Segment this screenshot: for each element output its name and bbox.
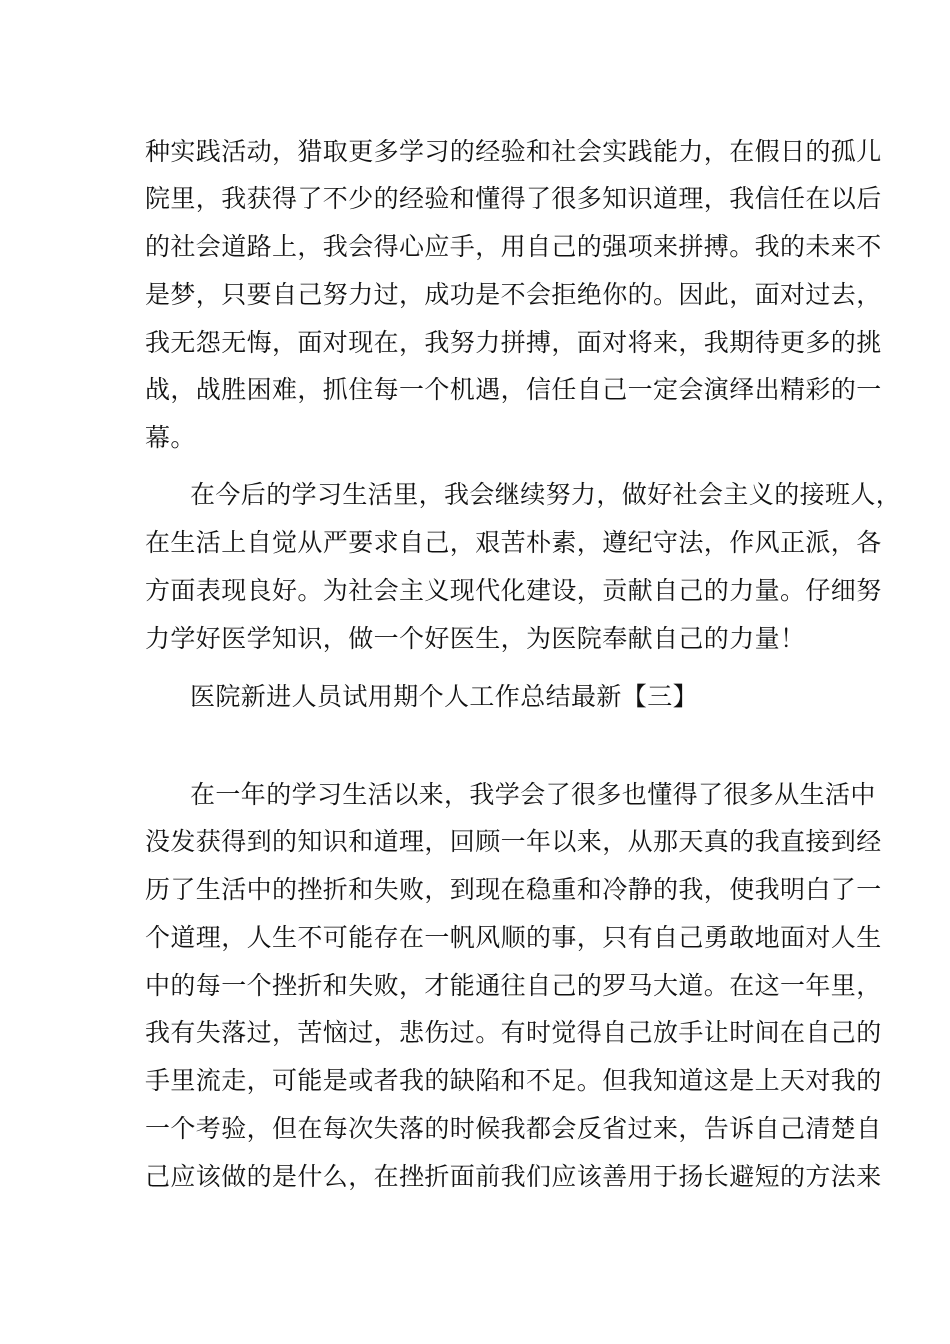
text-line: 在生活上自觉从严要求自己，艰苦朴素，遵纪守法，作风正派，各 [145, 528, 882, 557]
text-line: 手里流走，可能是或者我的缺陷和不足。但我知道这是上天对我的 [145, 1066, 882, 1095]
paragraph-first-line: 在一年的学习生活以来，我学会了很多也懂得了很多从生活中 [190, 780, 876, 809]
text-line: 力学好医学知识，做一个好医生，为医院奉献自己的力量！ [145, 624, 806, 653]
section-heading: 医院新进人员试用期个人工作总结最新【三】 [190, 682, 699, 711]
text-line: 己应该做的是什么，在挫折面前我们应该善用于扬长避短的方法来 [145, 1162, 882, 1191]
text-line: 幕。 [145, 423, 196, 452]
text-line: 个道理，人生不可能存在一帆风顺的事，只有自己勇敢地面对人生 [145, 923, 882, 952]
text-line: 的社会道路上，我会得心应手，用自己的强项来拼搏。我的未来不 [145, 232, 882, 261]
text-line: 是梦，只要自己努力过，成功是不会拒绝你的。因此，面对过去， [145, 280, 882, 309]
text-line: 历了生活中的挫折和失败，到现在稳重和冷静的我，使我明白了一 [145, 875, 882, 904]
text-line: 战，战胜困难，抓住每一个机遇，信任自己一定会演绎出精彩的一 [145, 375, 882, 404]
text-line: 院里，我获得了不少的经验和懂得了很多知识道理，我信任在以后 [145, 184, 882, 213]
text-line: 我无怨无悔，面对现在，我努力拼搏，面对将来，我期待更多的挑 [145, 328, 882, 357]
text-line: 一个考验，但在每次失落的时候我都会反省过来，告诉自己清楚自 [145, 1114, 882, 1143]
text-line: 方面表现良好。为社会主义现代化建设，贡献自己的力量。仔细努 [145, 576, 882, 605]
text-line: 种实践活动，猎取更多学习的经验和社会实践能力，在假日的孤儿 [145, 137, 882, 166]
text-line: 我有失落过，苦恼过，悲伤过。有时觉得自己放手让时间在自己的 [145, 1018, 882, 1047]
paragraph-first-line: 在今后的学习生活里，我会继续努力，做好社会主义的接班人， [190, 480, 902, 509]
text-line: 没发获得到的知识和道理，回顾一年以来，从那天真的我直接到经 [145, 827, 882, 856]
text-line: 中的每一个挫折和失败，才能通往自己的罗马大道。在这一年里， [145, 971, 882, 1000]
